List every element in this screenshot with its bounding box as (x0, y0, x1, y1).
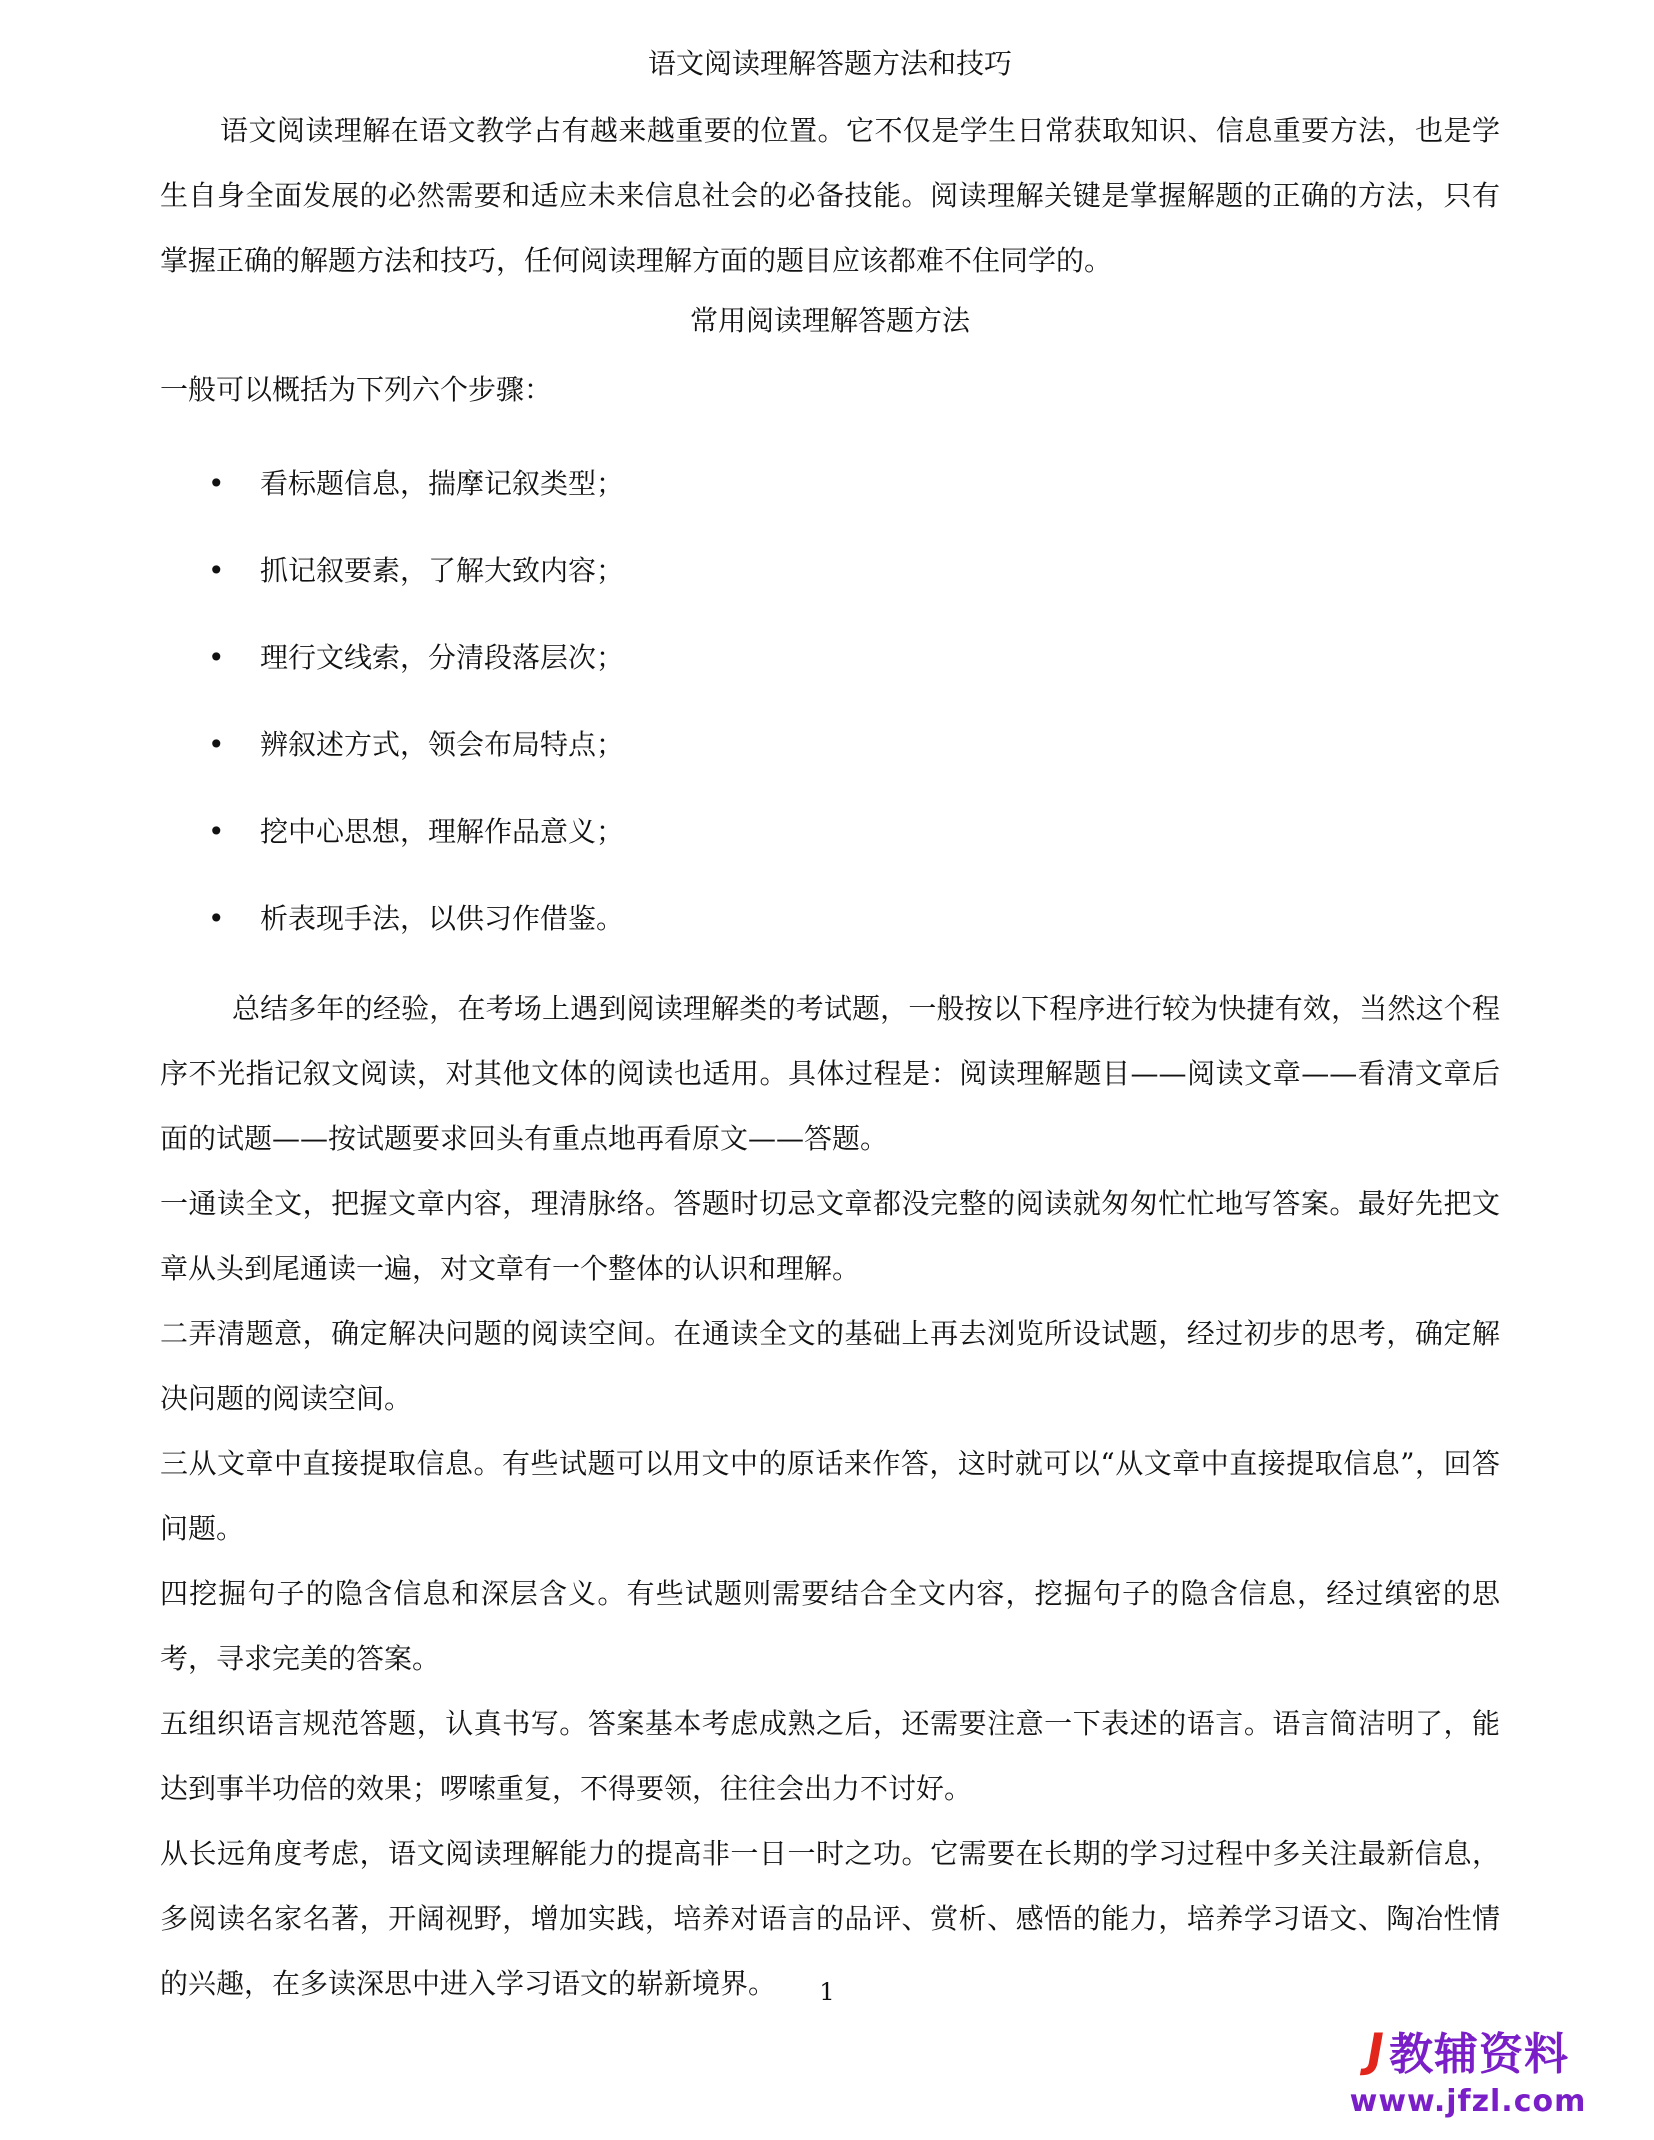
watermark-name: 教辅资料 (1389, 2029, 1570, 2080)
conclusion-paragraph: 从长远角度考虑，语文阅读理解能力的提高非一日一时之功。它需要在长期的学习过程中多关注最新信息，多阅读名家名著，开阔视野，增加实践，培养对语言的品评、赏析、感悟的能力，培养学习语文、陶冶性情的兴趣，在多读深思中进入学习语文的崭新境界。 (160, 1837, 1500, 2000)
method-paragraph-3: 三从文章中直接提取信息。有些试题可以用文中的原话来作答，这时就可以“从文章中直接提取信息”，回答问题。 (160, 1447, 1500, 1545)
watermark-logo (1318, 2018, 1618, 2122)
step-text: 析表现手法，以供习作借鉴。 (260, 902, 625, 935)
list-item (160, 440, 1500, 527)
list-item (160, 875, 1500, 962)
steps-lead: 一般可以概括为下列六个步骤： (160, 373, 553, 406)
bullet-icon: • (208, 467, 225, 500)
bullet-icon: • (208, 641, 225, 674)
bullet-icon: • (208, 554, 225, 587)
steps-list (160, 440, 1500, 962)
watermark-title-row (1318, 2018, 1618, 2082)
step-text: 挖中心思想，理解作品意义； (260, 815, 625, 848)
list-item (160, 614, 1500, 701)
step-text: 理行文线索，分清段落层次； (260, 641, 625, 674)
list-item (160, 701, 1500, 788)
bullet-icon: • (208, 728, 225, 761)
method-paragraph-4: 四挖掘句子的隐含信息和深层含义。有些试题则需要结合全文内容，挖掘句子的隐含信息，经过缜密的思考，寻求完美的答案。 (160, 1577, 1500, 1675)
document-title: 语文阅读理解答题方法和技巧 (647, 47, 1012, 80)
summary-paragraph: 总结多年的经验，在考场上遇到阅读理解类的考试题，一般按以下程序进行较为快捷有效，当然这个程序不光指记叙文阅读，对其他文体的阅读也适用。具体过程是：阅读理解题目——阅读文章——看清文章后面的试题——按试题要求回头有重点地再看原文——答题。 (160, 992, 1500, 1155)
method-paragraph-2: 二弄清题意，确定解决问题的阅读空间。在通读全文的基础上再去浏览所设试题，经过初步的思考，确定解决问题的阅读空间。 (160, 1317, 1500, 1415)
step-text: 抓记叙要素，了解大致内容； (260, 554, 625, 587)
step-text: 看标题信息，揣摩记叙类型； (260, 467, 625, 500)
intro-paragraph: 语文阅读理解在语文教学占有越来越重要的位置。它不仅是学生日常获取知识、信息重要方法，也是学生自身全面发展的必然需要和适应未来信息社会的必备技能。阅读理解关键是掌握解题的正确的方法，只有掌握正确的解题方法和技巧，任何阅读理解方面的题目应该都难不住同学的。 (160, 114, 1500, 277)
method-paragraph-1: 一通读全文，把握文章内容，理清脉络。答题时切忌文章都没完整的阅读就匆匆忙忙地写答案。最好先把文章从头到尾通读一遍，对文章有一个整体的认识和理解。 (160, 1187, 1500, 1285)
watermark-url: www.jfzl.com (1349, 2084, 1587, 2119)
step-text: 辨叙述方式，领会布局特点； (260, 728, 625, 761)
method-paragraph-5: 五组织语言规范答题，认真书写。答案基本考虑成熟之后，还需要注意一下表述的语言。语言简洁明了，能达到事半功倍的效果；啰嗦重复，不得要领，往往会出力不讨好。 (160, 1707, 1500, 1805)
logo-icon: J (1362, 2023, 1390, 2077)
bullet-icon: • (208, 902, 225, 935)
section-title: 常用阅读理解答题方法 (689, 304, 970, 337)
list-item (160, 527, 1500, 614)
document-body (160, 42, 1500, 2016)
list-item (160, 788, 1500, 875)
bullet-icon: • (208, 815, 225, 848)
page-number: 1 (819, 1978, 835, 2006)
